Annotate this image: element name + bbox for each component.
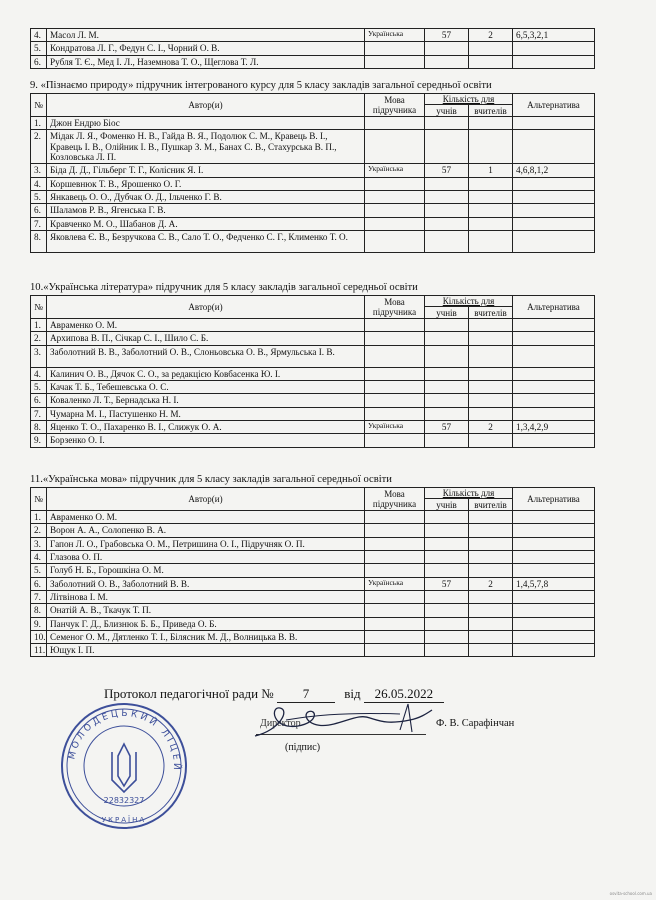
- row-language: Українська: [365, 164, 425, 177]
- row-teachers: [469, 524, 513, 537]
- row-language: [365, 117, 425, 130]
- table-row: [31, 217, 595, 230]
- row-language: [365, 617, 425, 630]
- row-students: [425, 177, 469, 190]
- row-alternative: [513, 367, 595, 380]
- row-alternative: [513, 590, 595, 603]
- row-teachers: [469, 381, 513, 394]
- header-count: Кількість для: [425, 488, 513, 499]
- row-number: 2.: [31, 524, 47, 537]
- row-number: 6.: [31, 394, 47, 407]
- table-section-11: [30, 487, 595, 657]
- row-number: 7.: [31, 590, 47, 603]
- row-author: Ющук І. П.: [47, 644, 365, 657]
- table-row: [31, 319, 595, 332]
- row-alternative: [513, 177, 595, 190]
- row-author: Голуб Н. Б., Горошкіна О. М.: [47, 564, 365, 577]
- table-row: [31, 537, 595, 550]
- table-header-row: [31, 94, 595, 105]
- row-teachers: [469, 117, 513, 130]
- table-row: [31, 394, 595, 407]
- row-author: Авраменко О. М.: [47, 511, 365, 524]
- header-author: Автор(и): [47, 488, 365, 511]
- table-section-8-continuation: [30, 28, 595, 69]
- row-students: 57: [425, 420, 469, 433]
- row-students: [425, 230, 469, 252]
- row-students: [425, 367, 469, 380]
- header-num: №: [31, 94, 47, 117]
- row-author: Качак Т. Б., Тебешевська О. С.: [47, 381, 365, 394]
- row-language: Українська: [365, 577, 425, 590]
- row-author: Яценко Т. О., Пахаренко В. І., Слижук О. А.: [47, 420, 365, 433]
- row-language: Українська: [365, 420, 425, 433]
- row-students: [425, 564, 469, 577]
- table-row: [31, 42, 595, 55]
- director-label: Директор: [260, 718, 301, 729]
- row-students: 57: [425, 29, 469, 42]
- row-teachers: [469, 204, 513, 217]
- row-number: 6.: [31, 204, 47, 217]
- row-number: 4.: [31, 367, 47, 380]
- section-title-9: 9. «Пізнаємо природу» підручник інтегрованого курсу для 5 класу закладів загальної середньої освіти: [30, 80, 492, 91]
- table-row: [31, 55, 595, 68]
- table-row: [31, 381, 595, 394]
- table-row: [31, 164, 595, 177]
- row-teachers: [469, 434, 513, 447]
- row-alternative: [513, 117, 595, 130]
- row-author: Авраменко О. М.: [47, 319, 365, 332]
- row-students: [425, 551, 469, 564]
- row-language: [365, 537, 425, 550]
- row-author: Гапон Л. О., Грабовська О. М., Петришина О. І., Підручняк О. П.: [47, 537, 365, 550]
- row-alternative: [513, 630, 595, 643]
- table-section-10: [30, 295, 595, 448]
- row-students: [425, 630, 469, 643]
- table-row: [31, 577, 595, 590]
- header-language: Мова підручника: [365, 94, 425, 117]
- table-row: [31, 434, 595, 447]
- header-author: Автор(и): [47, 296, 365, 319]
- row-number: 10.: [31, 630, 47, 643]
- row-number: 9.: [31, 434, 47, 447]
- row-alternative: 6,5,3,2,1: [513, 29, 595, 42]
- row-language: [365, 319, 425, 332]
- row-language: [365, 630, 425, 643]
- row-number: 5.: [31, 381, 47, 394]
- row-teachers: 2: [469, 29, 513, 42]
- row-language: [365, 381, 425, 394]
- row-number: 1.: [31, 511, 47, 524]
- section-title-11: 11.«Українська мова» підручник для 5 класу закладів загальної середньої освіти: [30, 474, 392, 485]
- row-students: [425, 332, 469, 345]
- table-row: [31, 130, 595, 164]
- row-language: [365, 204, 425, 217]
- row-language: [365, 217, 425, 230]
- row-number: 9.: [31, 617, 47, 630]
- row-teachers: [469, 394, 513, 407]
- header-num: №: [31, 488, 47, 511]
- header-num: №: [31, 296, 47, 319]
- row-author: Кравченко М. О., Шабанов Д. А.: [47, 217, 365, 230]
- header-count: Кількість для: [425, 296, 513, 307]
- row-number: 2.: [31, 332, 47, 345]
- row-language: [365, 332, 425, 345]
- handwritten-signature: [250, 700, 440, 742]
- row-students: 57: [425, 577, 469, 590]
- row-students: [425, 644, 469, 657]
- table-row: [31, 511, 595, 524]
- row-author: Архипова В. П., Січкар С. І., Шило С. Б.: [47, 332, 365, 345]
- row-teachers: [469, 407, 513, 420]
- row-language: [365, 524, 425, 537]
- row-teachers: [469, 130, 513, 164]
- row-language: [365, 345, 425, 367]
- row-students: [425, 217, 469, 230]
- row-number: 11.: [31, 644, 47, 657]
- row-students: [425, 55, 469, 68]
- row-teachers: [469, 590, 513, 603]
- row-author: Калинич О. В., Дячок С. О., за редакцією Ковбасенка Ю. І.: [47, 367, 365, 380]
- row-number: 4.: [31, 551, 47, 564]
- row-students: [425, 381, 469, 394]
- row-author: Заболотний О. В., Заболотний В. В.: [47, 577, 365, 590]
- row-number: 3.: [31, 345, 47, 367]
- table-row: [31, 407, 595, 420]
- protocol-date: 26.05.2022: [364, 686, 444, 703]
- table-row: [31, 551, 595, 564]
- row-language: [365, 42, 425, 55]
- table-row: [31, 332, 595, 345]
- row-language: [365, 130, 425, 164]
- row-teachers: [469, 190, 513, 203]
- row-language: [365, 551, 425, 564]
- row-number: 8.: [31, 604, 47, 617]
- table-header-row: [31, 488, 595, 499]
- row-number: 8.: [31, 230, 47, 252]
- row-alternative: [513, 511, 595, 524]
- row-author: Літвінова І. М.: [47, 590, 365, 603]
- row-number: 3.: [31, 164, 47, 177]
- row-language: [365, 511, 425, 524]
- section-title-10: 10.«Українська література» підручник для 5 класу закладів загальної середньої освіти: [30, 282, 418, 293]
- row-author: Джон Ендрю Біос: [47, 117, 365, 130]
- row-language: [365, 367, 425, 380]
- row-author: Заболотний В. В., Заболотний О. В., Слоньовська О. В., Ярмульська І. В.: [47, 345, 365, 367]
- row-alternative: [513, 617, 595, 630]
- stamp-code: 22832327: [103, 796, 145, 805]
- signer-name: Ф. В. Сарафінчан: [436, 718, 515, 729]
- table-row: [31, 604, 595, 617]
- row-teachers: [469, 604, 513, 617]
- header-students: учнів: [425, 105, 469, 117]
- table-row: [31, 630, 595, 643]
- header-teachers: вчителів: [469, 105, 513, 117]
- row-students: 57: [425, 164, 469, 177]
- table-row: [31, 564, 595, 577]
- table-row: [31, 117, 595, 130]
- row-author: Чумарна М. І., Пастушенко Н. М.: [47, 407, 365, 420]
- row-alternative: [513, 204, 595, 217]
- row-number: 8.: [31, 420, 47, 433]
- stamp-ring-text: МОЛОДЕЦЬКИЙ ЛІЦЕЙ: [67, 708, 182, 773]
- header-alternative: Альтернатива: [513, 488, 595, 511]
- table-row: [31, 617, 595, 630]
- row-alternative: [513, 381, 595, 394]
- row-students: [425, 117, 469, 130]
- row-teachers: [469, 345, 513, 367]
- table-header-row: [31, 296, 595, 307]
- row-alternative: [513, 564, 595, 577]
- table-row: [31, 177, 595, 190]
- row-teachers: [469, 630, 513, 643]
- row-alternative: [513, 394, 595, 407]
- row-students: [425, 345, 469, 367]
- official-stamp: [58, 700, 190, 832]
- row-language: [365, 177, 425, 190]
- row-author: Біда Д. Д., Гільберг Т. Г., Колісник Я. І.: [47, 164, 365, 177]
- row-author: Яковлева Є. В., Безручкова С. В., Сало Т. О., Федченко С. Г., Клименко Т. О.: [47, 230, 365, 252]
- header-alternative: Альтернатива: [513, 296, 595, 319]
- row-author: Глазова О. П.: [47, 551, 365, 564]
- header-language: Мова підручника: [365, 296, 425, 319]
- row-alternative: [513, 42, 595, 55]
- row-alternative: [513, 130, 595, 164]
- header-alternative: Альтернатива: [513, 94, 595, 117]
- protocol-label: Протокол педагогічної ради №: [104, 686, 274, 701]
- row-alternative: [513, 230, 595, 252]
- row-number: 1.: [31, 319, 47, 332]
- row-students: [425, 190, 469, 203]
- header-author: Автор(и): [47, 94, 365, 117]
- row-alternative: [513, 190, 595, 203]
- row-students: [425, 407, 469, 420]
- row-number: 7.: [31, 407, 47, 420]
- row-number: 6.: [31, 55, 47, 68]
- row-language: [365, 434, 425, 447]
- row-students: [425, 537, 469, 550]
- header-teachers: вчителів: [469, 499, 513, 511]
- row-alternative: [513, 644, 595, 657]
- row-teachers: [469, 644, 513, 657]
- row-author: Коваленко Л. Т., Бернадська Н. І.: [47, 394, 365, 407]
- row-students: [425, 511, 469, 524]
- table-row: [31, 29, 595, 42]
- row-author: Шаламов Р. В., Ягенська Г. В.: [47, 204, 365, 217]
- row-students: [425, 524, 469, 537]
- row-author: Семеног О. М., Дятленко Т. І., Білясник М. Д., Волницька В. В.: [47, 630, 365, 643]
- table-row: [31, 590, 595, 603]
- row-alternative: 1,3,4,2,9: [513, 420, 595, 433]
- row-language: [365, 604, 425, 617]
- site-watermark: osvita-school.com.ua: [609, 891, 652, 896]
- row-students: [425, 590, 469, 603]
- row-number: 4.: [31, 29, 47, 42]
- table-row: [31, 420, 595, 433]
- row-author: Мідак Л. Я., Фоменко Н. В., Гайда В. Я., Подолюк С. М., Кравець В. І., Кравець І. В., Олійник І. В., Пушкар З. М., Банах С. В., Стахурська В. П., Козловська Л. П.: [47, 130, 365, 164]
- row-alternative: [513, 537, 595, 550]
- row-students: [425, 617, 469, 630]
- row-author: Янкавець О. О., Дубчак О. Д., Ільченко Г. В.: [47, 190, 365, 203]
- signature-caption: (підпис): [285, 742, 321, 753]
- row-students: [425, 394, 469, 407]
- row-alternative: 4,6,8,1,2: [513, 164, 595, 177]
- row-author: Борзенко О. І.: [47, 434, 365, 447]
- row-language: [365, 55, 425, 68]
- table-section-9: [30, 93, 595, 253]
- row-author: Ворон А. А., Солопенко В. А.: [47, 524, 365, 537]
- header-teachers: вчителів: [469, 307, 513, 319]
- row-teachers: [469, 177, 513, 190]
- row-students: [425, 130, 469, 164]
- row-language: [365, 564, 425, 577]
- row-number: 2.: [31, 130, 47, 164]
- row-author: Коршевнюк Т. В., Ярошенко О. Г.: [47, 177, 365, 190]
- row-number: 3.: [31, 537, 47, 550]
- row-students: [425, 604, 469, 617]
- row-language: [365, 190, 425, 203]
- protocol-number: 7: [277, 686, 335, 703]
- row-alternative: [513, 604, 595, 617]
- row-teachers: 2: [469, 420, 513, 433]
- table-row: [31, 644, 595, 657]
- row-teachers: [469, 617, 513, 630]
- row-number: 5.: [31, 190, 47, 203]
- row-alternative: 1,4,5,7,8: [513, 577, 595, 590]
- table-row: [31, 230, 595, 252]
- row-language: [365, 590, 425, 603]
- row-alternative: [513, 319, 595, 332]
- table-row: [31, 524, 595, 537]
- row-alternative: [513, 434, 595, 447]
- row-author: Панчук Г. Д., Близнюк Б. Б., Приведа О. Б.: [47, 617, 365, 630]
- protocol-from-label: від: [344, 686, 361, 701]
- row-number: 5.: [31, 564, 47, 577]
- header-language: Мова підручника: [365, 488, 425, 511]
- row-number: 1.: [31, 117, 47, 130]
- row-teachers: [469, 55, 513, 68]
- table-row: [31, 190, 595, 203]
- row-teachers: [469, 551, 513, 564]
- row-teachers: [469, 511, 513, 524]
- row-language: [365, 394, 425, 407]
- row-teachers: 1: [469, 164, 513, 177]
- row-author: Масол Л. М.: [47, 29, 365, 42]
- row-students: [425, 434, 469, 447]
- header-students: учнів: [425, 499, 469, 511]
- row-alternative: [513, 407, 595, 420]
- table-row: [31, 345, 595, 367]
- header-students: учнів: [425, 307, 469, 319]
- row-language: [365, 644, 425, 657]
- row-teachers: [469, 230, 513, 252]
- row-author: Кондратова Л. Г., Федун С. І., Чорний О. В.: [47, 42, 365, 55]
- row-teachers: [469, 367, 513, 380]
- row-alternative: [513, 524, 595, 537]
- row-alternative: [513, 332, 595, 345]
- row-teachers: [469, 42, 513, 55]
- row-teachers: [469, 217, 513, 230]
- row-number: 7.: [31, 217, 47, 230]
- stamp-country: УКРАЇНА: [101, 816, 147, 824]
- row-number: 5.: [31, 42, 47, 55]
- row-alternative: [513, 345, 595, 367]
- row-number: 6.: [31, 577, 47, 590]
- row-teachers: [469, 564, 513, 577]
- row-teachers: [469, 319, 513, 332]
- row-language: Українська: [365, 29, 425, 42]
- row-students: [425, 204, 469, 217]
- row-language: [365, 230, 425, 252]
- row-teachers: [469, 537, 513, 550]
- row-students: [425, 42, 469, 55]
- row-teachers: [469, 332, 513, 345]
- row-alternative: [513, 217, 595, 230]
- table-row: [31, 367, 595, 380]
- row-alternative: [513, 551, 595, 564]
- header-count: Кількість для: [425, 94, 513, 105]
- row-teachers: 2: [469, 577, 513, 590]
- row-students: [425, 319, 469, 332]
- row-author: Онатій А. В., Ткачук Т. П.: [47, 604, 365, 617]
- row-author: Рубля Т. Є., Мед І. Л., Наземнова Т. О., Щеглова Т. Л.: [47, 55, 365, 68]
- table-row: [31, 204, 595, 217]
- row-number: 4.: [31, 177, 47, 190]
- row-language: [365, 407, 425, 420]
- row-alternative: [513, 55, 595, 68]
